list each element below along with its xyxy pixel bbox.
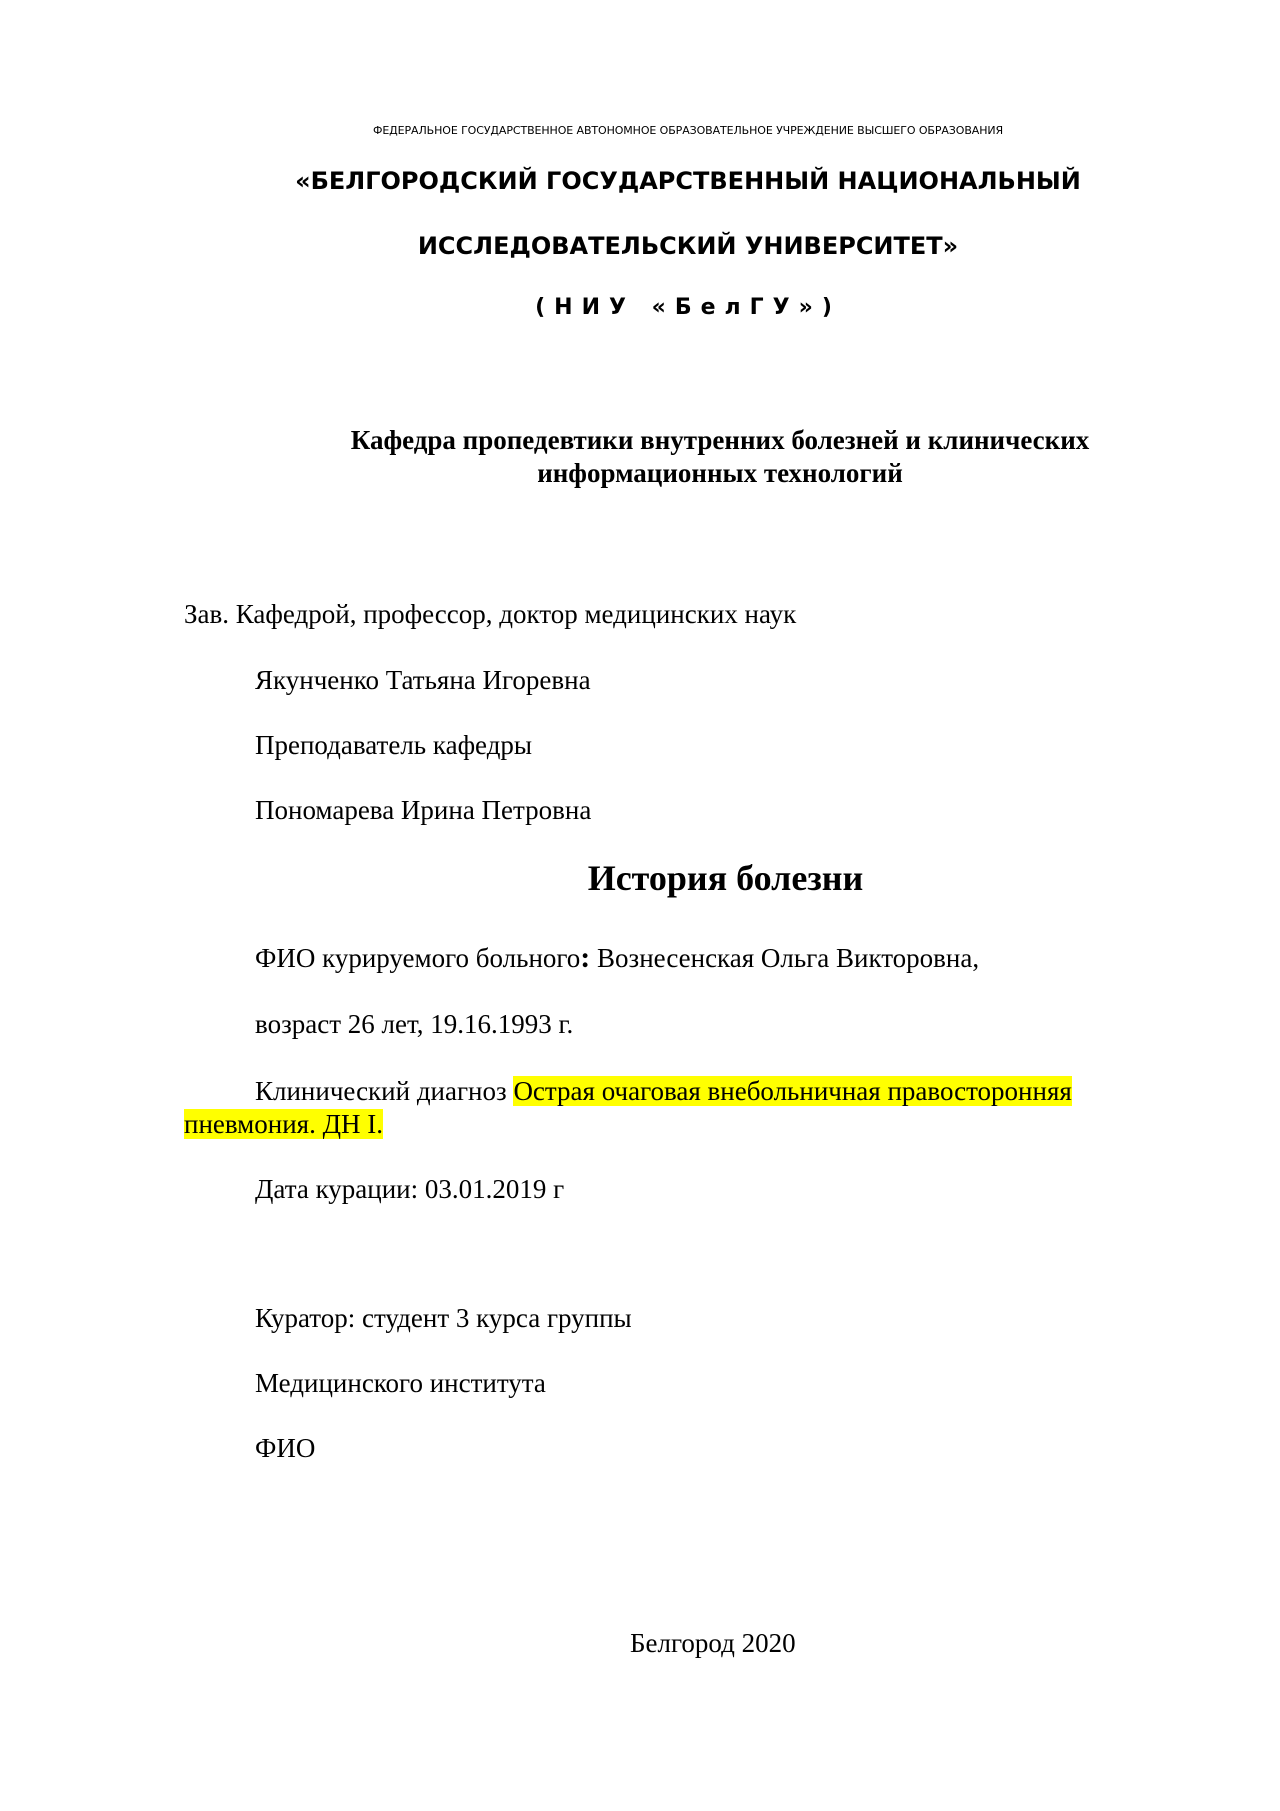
university-abbreviation: (НИУ «БелГУ») [535,295,841,320]
curator-line3: ФИО [255,1433,316,1463]
curator-line1: Куратор: студент 3 курса группы [255,1303,632,1333]
department-name [300,424,1140,490]
department-name-line2: информационных технологий [537,458,903,488]
university-name-line1: «БЕЛГОРОДСКИЙ ГОСУДАРСТВЕННЫЙ НАЦИОНАЛЬНЫЙ [295,167,1081,195]
department-name-line1: Кафедра пропедевтики внутренних болезней и клинических [350,425,1090,455]
federal-institution-line: ФЕДЕРАЛЬНОЕ ГОСУДАРСТВЕННОЕ АВТОНОМНОЕ ОБРАЗОВАТЕЛЬНОЕ УЧРЕЖДЕНИЕ ВЫСШЕГО ОБРАЗОВАНИЯ [372,124,1004,137]
patient-fio-colon: : [580,941,591,974]
patient-fio-label: ФИО курируемого больного [255,943,581,973]
diagnosis-value-highlighted: Острая очаговая внебольничная правосторонняя пневмония. ДН I. [184,1076,1072,1139]
city-and-year: Белгород 2020 [630,1628,796,1658]
patient-fio-line [255,941,979,975]
teacher-name: Пономарева Ирина Петровна [255,795,592,825]
head-of-department-name: Якунченко Татьяна Игоревна [255,665,591,695]
clinical-diagnosis [184,1075,1176,1141]
patient-age: возраст 26 лет, 19.16.1993 г. [255,1009,574,1039]
diagnosis-label: Клинический диагноз [255,1076,514,1106]
teacher-title: Преподаватель кафедры [255,730,533,760]
document-title: История болезни [587,858,864,898]
patient-fio-value: Вознесенская Ольга Викторовна, [590,943,980,973]
curator-line2: Медицинского института [255,1368,546,1398]
curation-date: Дата курации: 03.01.2019 г [255,1174,565,1204]
head-of-department-title: Зав. Кафедрой, профессор, доктор медицинских наук [184,599,797,629]
university-name-line2: ИССЛЕДОВАТЕЛЬСКИЙ УНИВЕРСИТЕТ» [417,232,959,260]
